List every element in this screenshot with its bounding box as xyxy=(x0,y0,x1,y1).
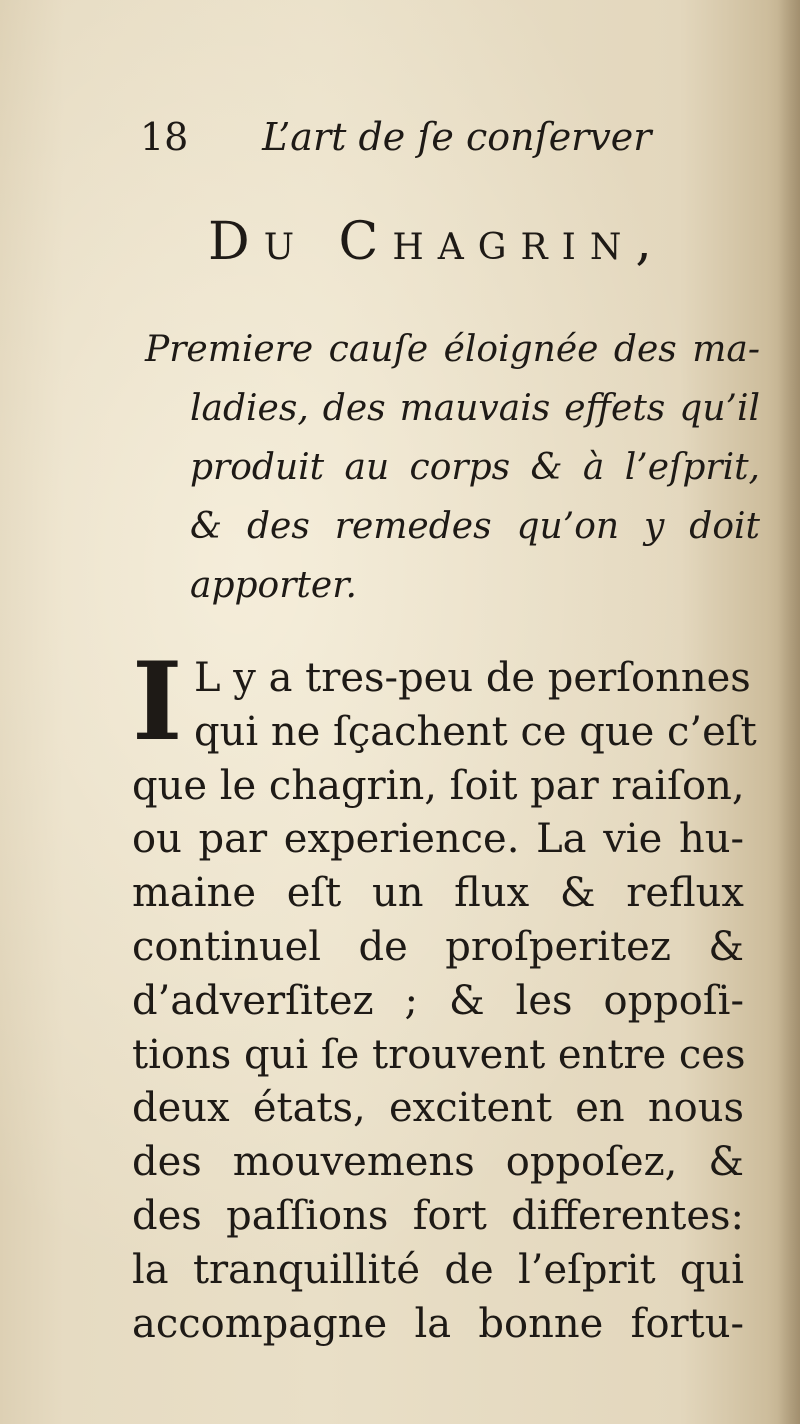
chapter-title: Du Chagrin, xyxy=(208,212,666,272)
body-line: la tranquillité de l’eſprit qui xyxy=(132,1246,744,1293)
page-number: 18 xyxy=(140,115,189,159)
subtitle-line: & des remedes qu’on y doit xyxy=(190,506,760,547)
body-line: tions qui ſe trouvent entre ces xyxy=(132,1031,746,1078)
body-line: maine eſt un flux & reflux xyxy=(132,870,744,917)
body-line: qui ne ſçachent ce que c’eſt xyxy=(194,708,757,755)
body-line: que le chagrin, ſoit par raiſon, xyxy=(132,762,745,809)
subtitle-line: ladies, des mauvais effets qu’il xyxy=(190,388,760,429)
page-gutter-shadow xyxy=(778,0,800,1424)
running-header xyxy=(140,112,651,162)
subtitle-line: Premiere cauſe éloignée des ma- xyxy=(145,329,760,370)
body-line: deux états, excitent en nous xyxy=(132,1085,744,1132)
body-line: ou par experience. La vie hu- xyxy=(132,816,744,863)
subtitle-line: apporter. xyxy=(190,565,357,606)
body-paragraph xyxy=(132,652,757,1351)
body-line: des paſſions fort differentes: xyxy=(132,1192,744,1239)
body-line: accompagne la bonne fortu- xyxy=(132,1300,744,1347)
drop-cap: I xyxy=(132,639,183,765)
body-line: L y a tres-peu de perſonnes xyxy=(194,655,751,701)
subtitle-line: produit au corps & à l’eſprit, xyxy=(190,447,760,488)
running-title: L’art de ſe conſerver xyxy=(262,115,652,159)
body-line: des mouvemens oppoſez, & xyxy=(132,1139,744,1186)
chapter-subtitle xyxy=(145,320,760,615)
body-line: continuel de proſperitez & xyxy=(132,923,744,970)
body-line: d’adverſitez ; & les oppoſi- xyxy=(132,977,744,1024)
